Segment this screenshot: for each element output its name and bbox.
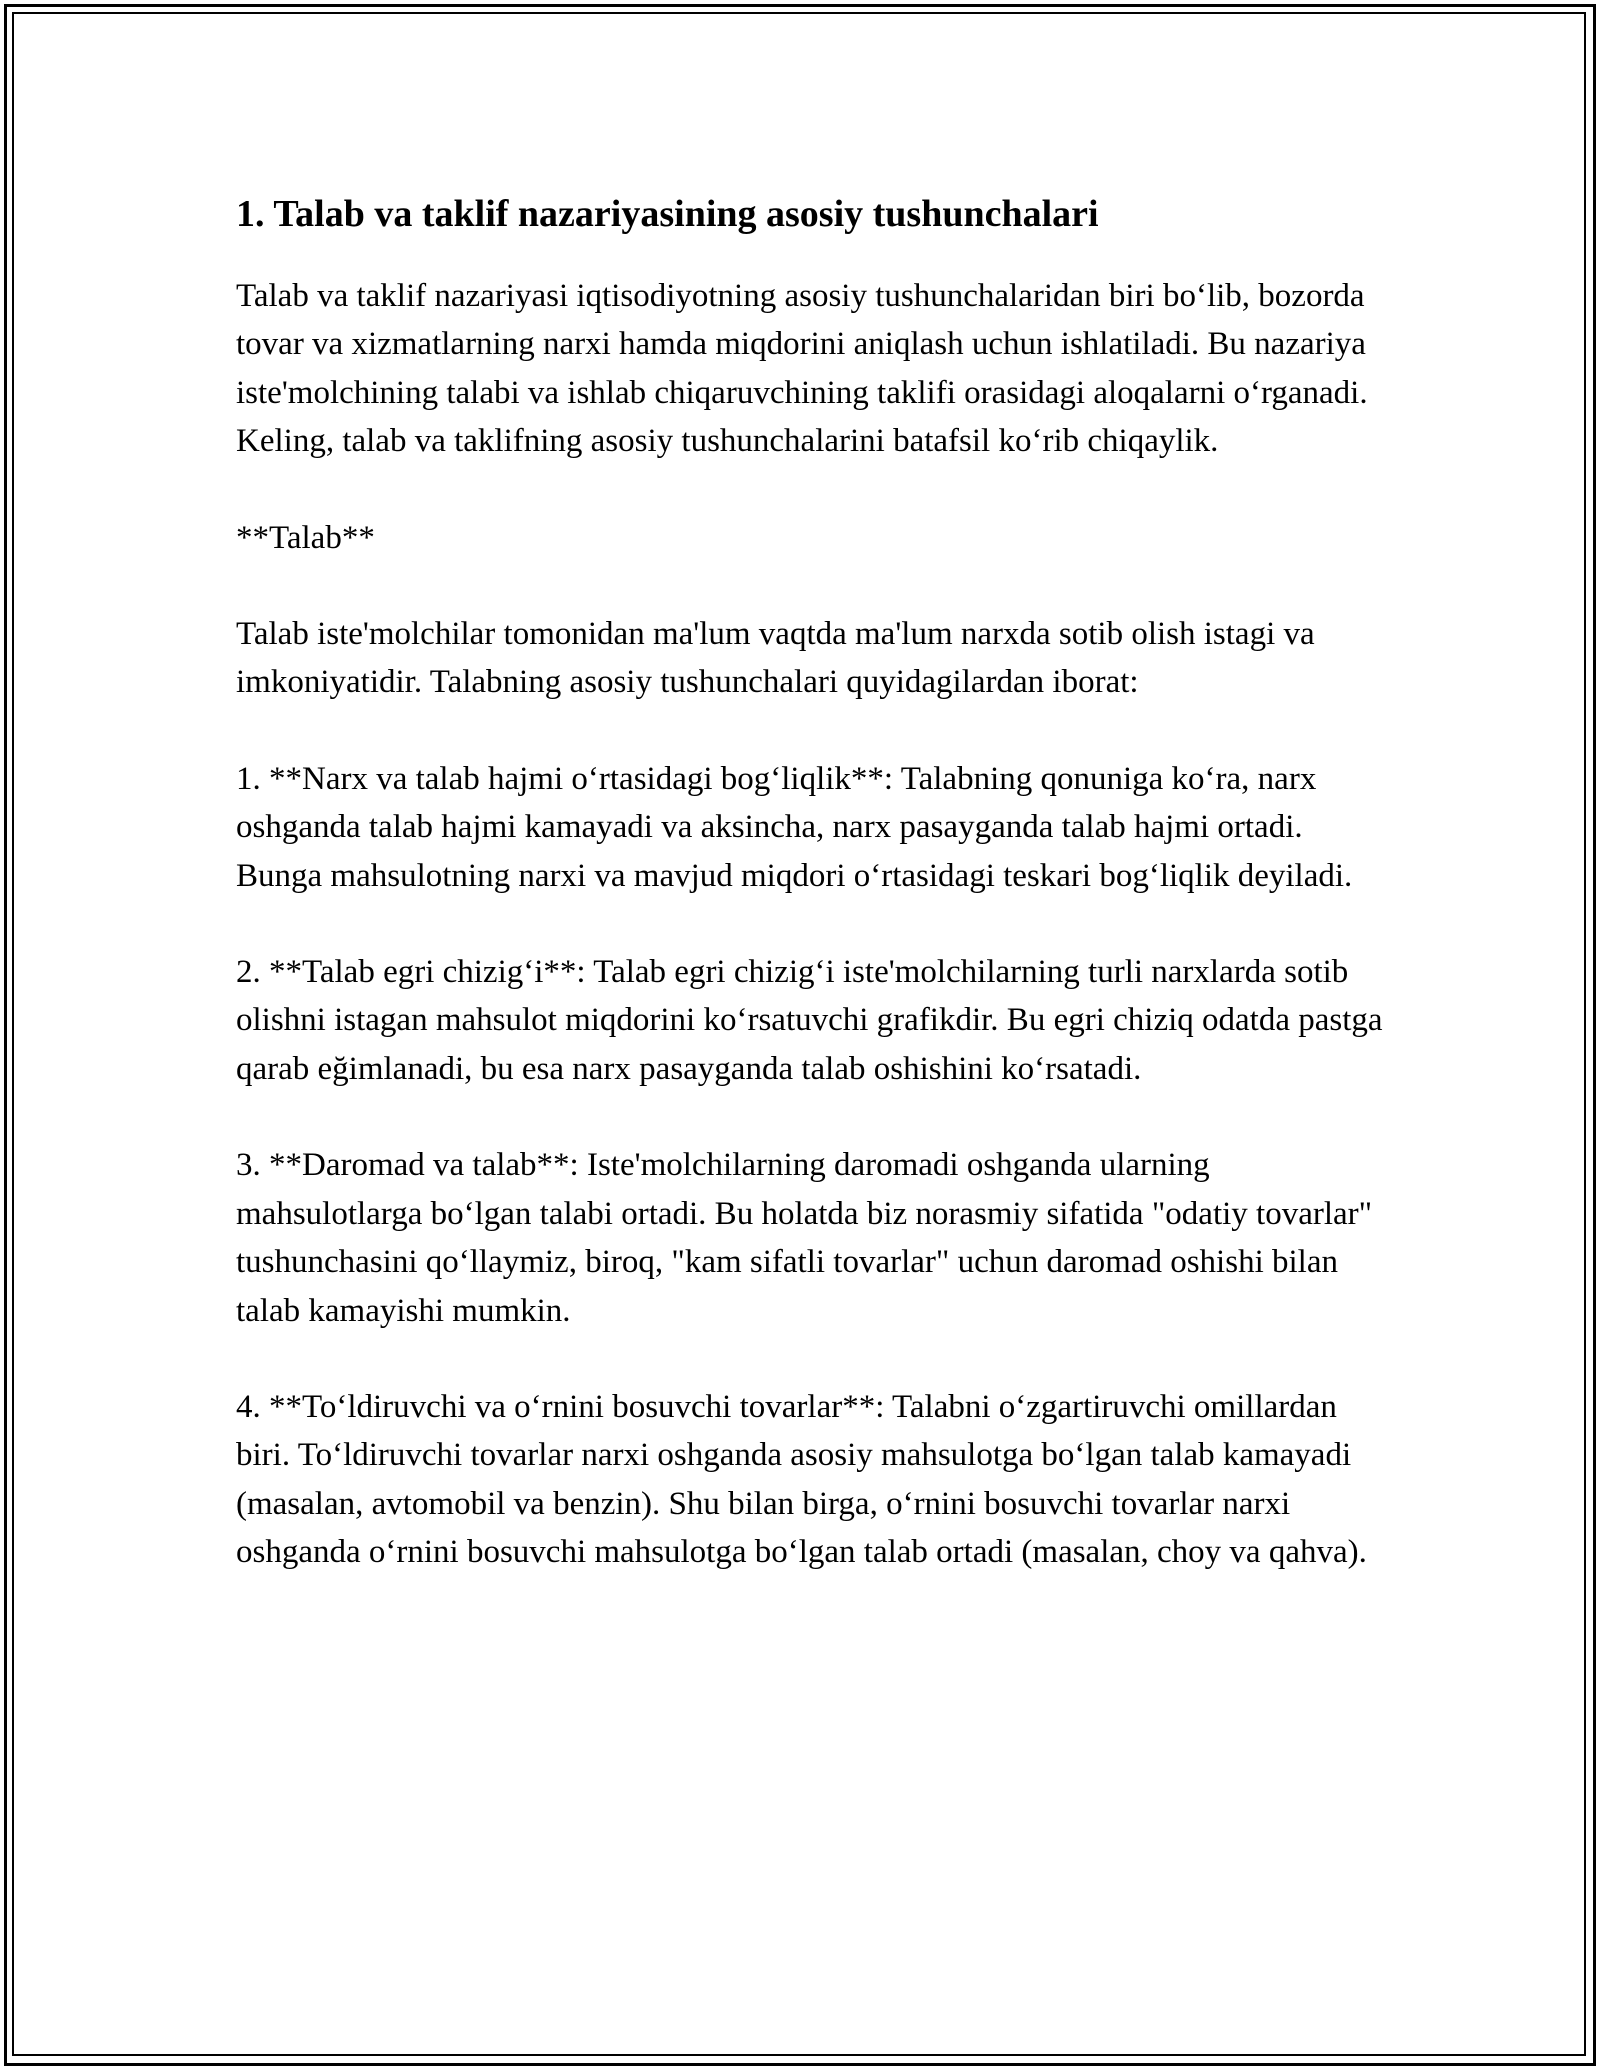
list-item-2: 2. **Talab egri chizigʻi**: Talab egri chizigʻi iste'molchilarning turli narxlarda sotib olishni istagan mahsulot miqdorini koʻrsatuvchi grafikdir. Bu egri chiziq odatda pastga qarab eğimlanadi, bu esa narx pasayganda talab oshishini koʻrsatadi. (236, 954, 1383, 1087)
section-heading-talab: **Talab** (236, 519, 375, 556)
document-title: 1. Talab va taklif nazariyasining asosiy tushunchalari (236, 193, 1099, 235)
list-item-3: 3. **Daromad va talab**: Iste'molchilarning daromadi oshganda ularning mahsulotlarga boʻlgan talabi ortadi. Bu holatda biz norasmiy sifatida "odatiy tovarlar" tushunchasini qoʻllaymiz, biroq, "kam sifatli tovarlar" uchun daromad oshishi bilan talab kamayishi mumkin. (236, 1147, 1373, 1329)
intro-paragraph: Talab va taklif nazariyasi iqtisodiyotning asosiy tushunchalaridan biri boʻlib, bozorda tovar va xizmatlarning narxi hamda miqdorini aniqlash uchun ishlatiladi. Bu nazariya iste'molchining talabi va ishlab chiqaruvchining taklifi orasidagi aloqalarni oʻrganadi. Keling, talab va taklifning asosiy tushunchalarini batafsil koʻrib chiqaylik. (236, 278, 1368, 460)
document-body (236, 186, 1386, 1625)
list-item-1: 1. **Narx va talab hajmi oʻrtasidagi bogʻliqlik**: Talabning qonuniga koʻra, narx oshganda talab hajmi kamayadi va aksincha, narx pasayganda talab hajmi ortadi. Bunga mahsulotning narxi va mavjud miqdori oʻrtasidagi teskari bogʻliqlik deyiladi. (236, 760, 1353, 894)
talab-definition-paragraph: Talab iste'molchilar tomonidan ma'lum vaqtda ma'lum narxda sotib olish istagi va imkoniyatidir. Talabning asosiy tushunchalari quyidagilardan iborat: (236, 616, 1315, 701)
list-item-4: 4. **Toʻldiruvchi va oʻrnini bosuvchi tovarlar**: Talabni oʻzgartiruvchi omillardan biri. Toʻldiruvchi tovarlar narxi oshganda asosiy mahsulotga boʻlgan talab kamayadi (masalan, avtomobil va benzin). Shu bilan birga, oʻrnini bosuvchi tovarlar narxi oshganda oʻrnini bosuvchi mahsulotga boʻlgan talab ortadi (masalan, choy va qahva). (236, 1388, 1367, 1571)
